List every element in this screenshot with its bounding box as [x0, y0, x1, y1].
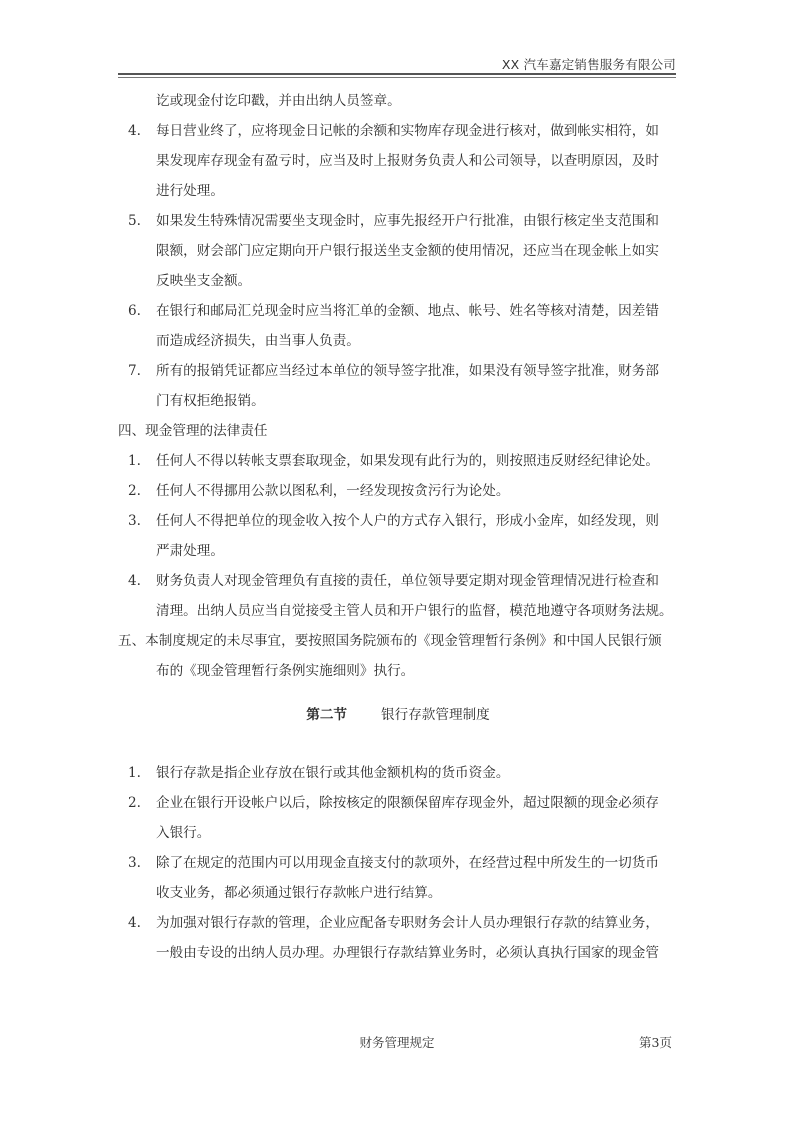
header-rule-thin [118, 77, 676, 78]
line-text: 财务负责人对现金管理负有直接的责任，单位领导要定期对现金管理情况进行检查和 [156, 573, 659, 589]
header-company-name: XX 汽车嘉定销售服务有限公司 [501, 57, 676, 72]
text-line [118, 758, 678, 788]
line-text: 如果发生特殊情况需要坐支现金时，应事先报经开户行批准，由银行核定坐支范围和 [156, 213, 659, 229]
line-text: 四、现金管理的法律责任 [118, 423, 268, 439]
text-line [118, 176, 678, 206]
line-text: 门有权拒绝报销。 [156, 393, 265, 409]
item-number: 2. [128, 483, 141, 499]
text-line [118, 386, 678, 416]
text-line [118, 236, 678, 266]
text-line [118, 656, 678, 686]
line-text: 所有的报销凭证都应当经过本单位的领导签字批准，如果没有领导签字批准，财务部 [156, 363, 659, 379]
text-line [118, 626, 678, 656]
item-number: 5. [128, 213, 141, 229]
item-number: 3. [128, 513, 141, 529]
line-text: 任何人不得挪用公款以图私利，一经发现按贪污行为论处。 [156, 483, 510, 499]
text-line [118, 206, 678, 236]
line-text: 银行存款是指企业存放在银行或其他金额机构的货币资金。 [156, 765, 510, 781]
line-text: 清理。出纳人员应当自觉接受主管人员和开户银行的监督，模范地遵守各项财务法规。 [156, 603, 673, 619]
line-text: 限额，财会部门应定期向开户银行报送坐支金额的使用情况，还应当在现金帐上如实 [156, 243, 659, 259]
text-line [118, 416, 678, 446]
line-text: 讫或现金付讫印戳，并由出纳人员签章。 [156, 93, 401, 109]
footer-page-number: 第3页 [639, 1035, 672, 1050]
body-paragraphs-top [118, 86, 678, 686]
line-text: 在银行和邮局汇兑现金时应当将汇单的金额、地点、帐号、姓名等核对清楚，因差错 [156, 303, 659, 319]
text-line [118, 938, 678, 968]
item-number: 4. [128, 123, 141, 139]
line-text: 任何人不得把单位的现金收入按个人户的方式存入银行，形成小金库，如经发现，则 [156, 513, 659, 529]
text-line [118, 146, 678, 176]
text-line [118, 848, 678, 878]
line-text: 反映坐支金额。 [156, 273, 252, 289]
item-number: 1. [128, 453, 141, 469]
text-line [118, 566, 678, 596]
line-text: 果发现库存现金有盈亏时，应当及时上报财务负责人和公司领导，以查明原因，及时 [156, 153, 659, 169]
section-number: 第二节 [306, 707, 348, 723]
section-heading [118, 700, 678, 730]
line-text: 入银行。 [156, 825, 211, 841]
document-body [118, 86, 678, 968]
item-number: 1. [128, 765, 141, 781]
item-number: 4. [128, 573, 141, 589]
text-line [118, 116, 678, 146]
header-rule [118, 73, 676, 75]
text-line [118, 506, 678, 536]
line-text: 企业在银行开设帐户以后，除按核定的限额保留库存现金外，超过限额的现金必须存 [156, 795, 659, 811]
text-line [118, 818, 678, 848]
text-line [118, 596, 678, 626]
item-number: 6. [128, 303, 141, 319]
footer-document-title: 财务管理规定 [359, 1035, 435, 1050]
line-text: 任何人不得以转帐支票套取现金，如果发现有此行为的，则按照违反财经纪律论处。 [156, 453, 659, 469]
section-title: 银行存款管理制度 [381, 707, 490, 723]
line-text: 为加强对银行存款的管理，企业应配备专职财务会计人员办理银行存款的结算业务， [156, 915, 659, 931]
text-line [118, 908, 678, 938]
line-text: 进行处理。 [156, 183, 224, 199]
text-line [118, 356, 678, 386]
text-line [118, 296, 678, 326]
text-line [118, 788, 678, 818]
line-text: 布的《现金管理暂行条例实施细则》执行。 [156, 663, 415, 679]
body-paragraphs-bottom [118, 758, 678, 968]
text-line [118, 86, 678, 116]
line-text: 一般由专设的出纳人员办理。办理银行存款结算业务时，必须认真执行国家的现金管 [156, 945, 659, 961]
line-text: 而造成经济损失，由当事人负责。 [156, 333, 360, 349]
text-line [118, 476, 678, 506]
text-line [118, 446, 678, 476]
line-text: 严肃处理。 [156, 543, 224, 559]
line-text: 每日营业终了，应将现金日记帐的余额和实物库存现金进行核对，做到帐实相符，如 [156, 123, 659, 139]
item-number: 2. [128, 795, 141, 811]
item-number: 7. [128, 363, 141, 379]
text-line [118, 878, 678, 908]
text-line [118, 326, 678, 356]
item-number: 4. [128, 915, 141, 931]
item-number: 3. [128, 855, 141, 871]
line-text: 收支业务，都必须通过银行存款帐户进行结算。 [156, 885, 442, 901]
text-line [118, 536, 678, 566]
line-text: 五、本制度规定的未尽事宜，要按照国务院颁布的《现金管理暂行条例》和中国人民银行颁 [118, 633, 662, 649]
line-text: 除了在规定的范围内可以用现金直接支付的款项外，在经营过程中所发生的一切货币 [156, 855, 659, 871]
text-line [118, 266, 678, 296]
